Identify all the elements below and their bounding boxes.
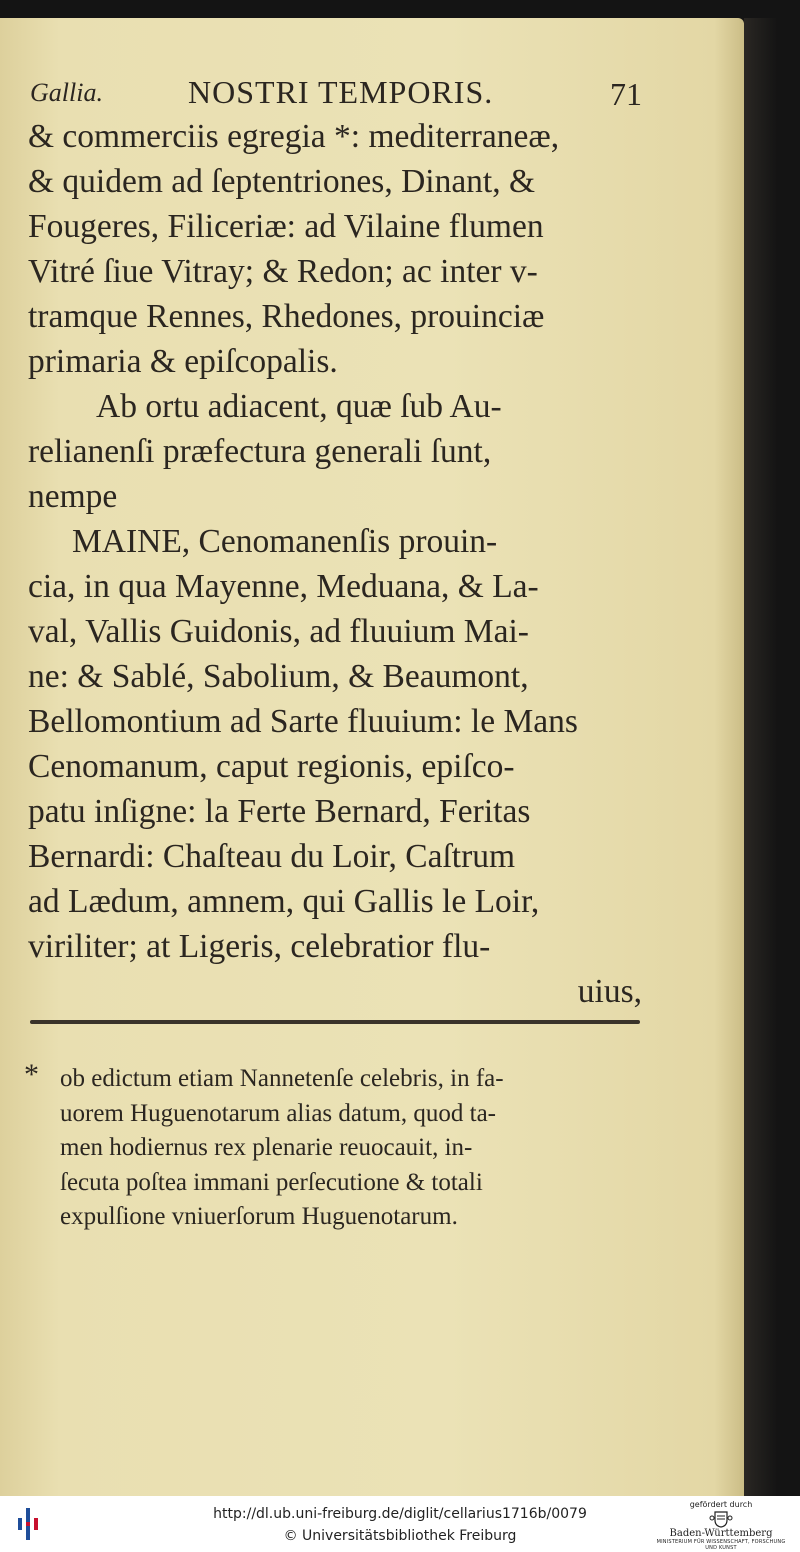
running-head-title: NOSTRI TEMPORIS.	[188, 74, 494, 110]
text-line: ne: & Sablé, Sabolium, & Beaumont,	[28, 658, 529, 695]
footnote-rule	[30, 1020, 640, 1024]
page-number: 71	[610, 76, 642, 112]
running-head-left: Gallia.	[30, 78, 103, 107]
body-text	[28, 114, 642, 1014]
paragraph-2	[28, 384, 642, 519]
text-line: Bellomontium ad Sarte fluuium: le Mans	[28, 703, 578, 740]
permalink-url[interactable]: http://dl.ub.uni-freiburg.de/diglit/cellarius1716b/0079	[213, 1506, 587, 1522]
text-line: MAINE, Cenomanenſis prouin-	[72, 523, 498, 560]
page-edge	[744, 18, 800, 1496]
page-text	[28, 70, 642, 1014]
footnote-body	[60, 1062, 642, 1235]
copyright-notice: © Universitätsbibliothek Freiburg	[283, 1528, 517, 1544]
text-line: Cenomanum, caput regionis, epiſco-	[28, 748, 515, 785]
paragraph-1	[28, 114, 642, 384]
footnote-line: ob edictum etiam Nannetenſe celebris, in fa-	[60, 1065, 504, 1092]
state-crest-icon	[708, 1510, 734, 1528]
footnote-line: men hodiernus rex plenarie reuocauit, in-	[60, 1134, 473, 1161]
sponsor-name: Baden-Württemberg	[669, 1528, 773, 1539]
text-line: viriliter; at Ligeris, celebratior flu-	[28, 928, 491, 965]
footnote	[24, 1058, 642, 1235]
sponsor-subtitle: MINISTERIUM FÜR WISSENSCHAFT, FORSCHUNG UND KUNST	[656, 1539, 786, 1551]
footnote-mark: *	[24, 1058, 39, 1091]
sponsor-caption: gefördert durch	[689, 1500, 753, 1509]
paragraph-3	[28, 519, 642, 969]
text-line: val, Vallis Guidonis, ad fluuium Mai-	[28, 613, 529, 650]
footnote-line: uorem Huguenotarum alias datum, quod ta-	[60, 1099, 496, 1127]
text-line: relianenſi præfectura generali ſunt,	[28, 433, 492, 470]
text-line: Ab ortu adiacent, quæ ſub Au-	[96, 388, 502, 425]
viewer-footer	[0, 1496, 800, 1552]
sponsor-block	[656, 1500, 786, 1551]
running-head	[28, 70, 642, 114]
text-line: primaria & epiſcopalis.	[28, 343, 338, 380]
text-line: & commerciis egregia *: mediterraneæ,	[28, 118, 560, 155]
text-line: Fougeres, Filiceriæ: ad Vilaine flumen	[28, 208, 544, 245]
catchword: uius,	[577, 973, 642, 1010]
text-line: Bernardi: Chaſteau du Loir, Caſtrum	[28, 838, 516, 875]
text-line: patu inſigne: la Ferte Bernard, Feritas	[28, 793, 531, 830]
footnote-line: expulſione vniuerſorum Huguenotarum.	[60, 1203, 458, 1230]
text-line: ad Lædum, amnem, qui Gallis le Loir,	[28, 883, 540, 920]
text-line: nempe	[28, 478, 118, 515]
text-line: Vitré ſiue Vitray; & Redon; ac inter v-	[28, 253, 538, 290]
text-line: & quidem ad ſeptentriones, Dinant, &	[28, 163, 536, 200]
footnote-line: ſecuta poſtea immani perſecutione & totali	[60, 1168, 483, 1196]
text-line: tramque Rennes, Rhedones, prouinciæ	[28, 298, 545, 335]
text-line: cia, in qua Mayenne, Meduana, & La-	[28, 568, 539, 605]
